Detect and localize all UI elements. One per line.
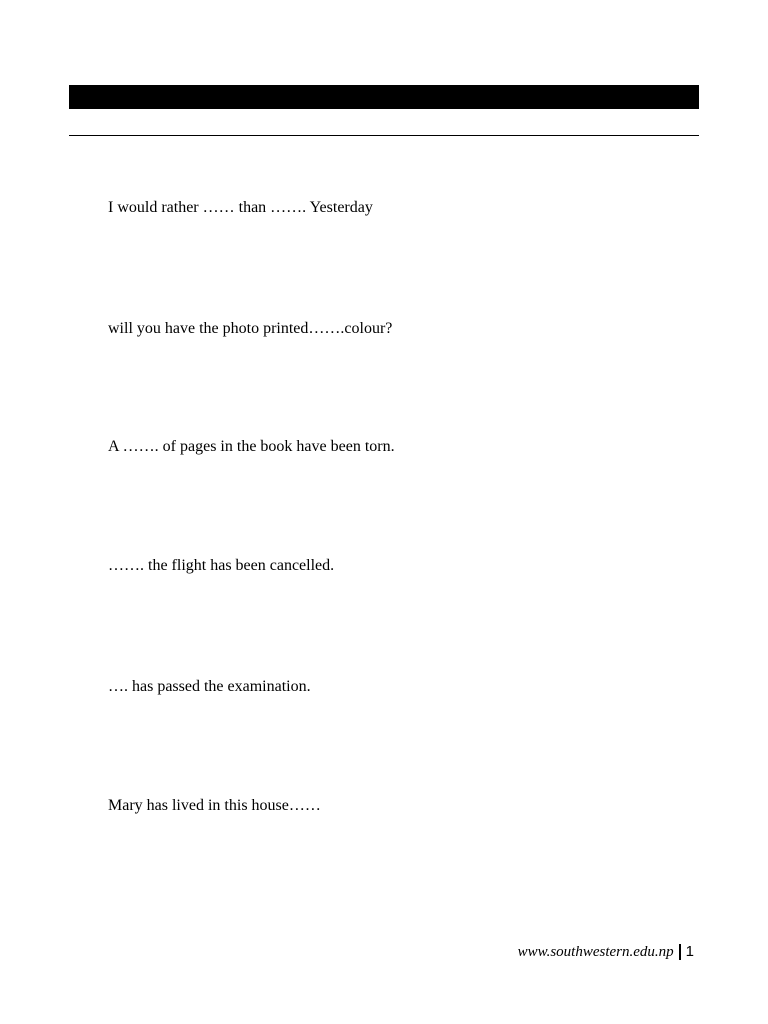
page-number: 1: [685, 943, 694, 960]
question-2: will you have the photo printed…….colour?: [108, 320, 393, 337]
question-1: I would rather …… than ……. Yesterday: [108, 199, 373, 216]
header-divider: [69, 135, 699, 136]
footer-url: www.southwestern.edu.np: [517, 944, 674, 960]
question-4: ……. the flight has been cancelled.: [108, 557, 335, 574]
header-bar: [69, 85, 699, 109]
footer-separator: [679, 944, 681, 960]
question-6: Mary has lived in this house……: [108, 797, 321, 814]
question-5: …. has passed the examination.: [108, 678, 311, 695]
question-3: A ……. of pages in the book have been torn.: [108, 438, 395, 455]
page-footer: [518, 942, 694, 962]
